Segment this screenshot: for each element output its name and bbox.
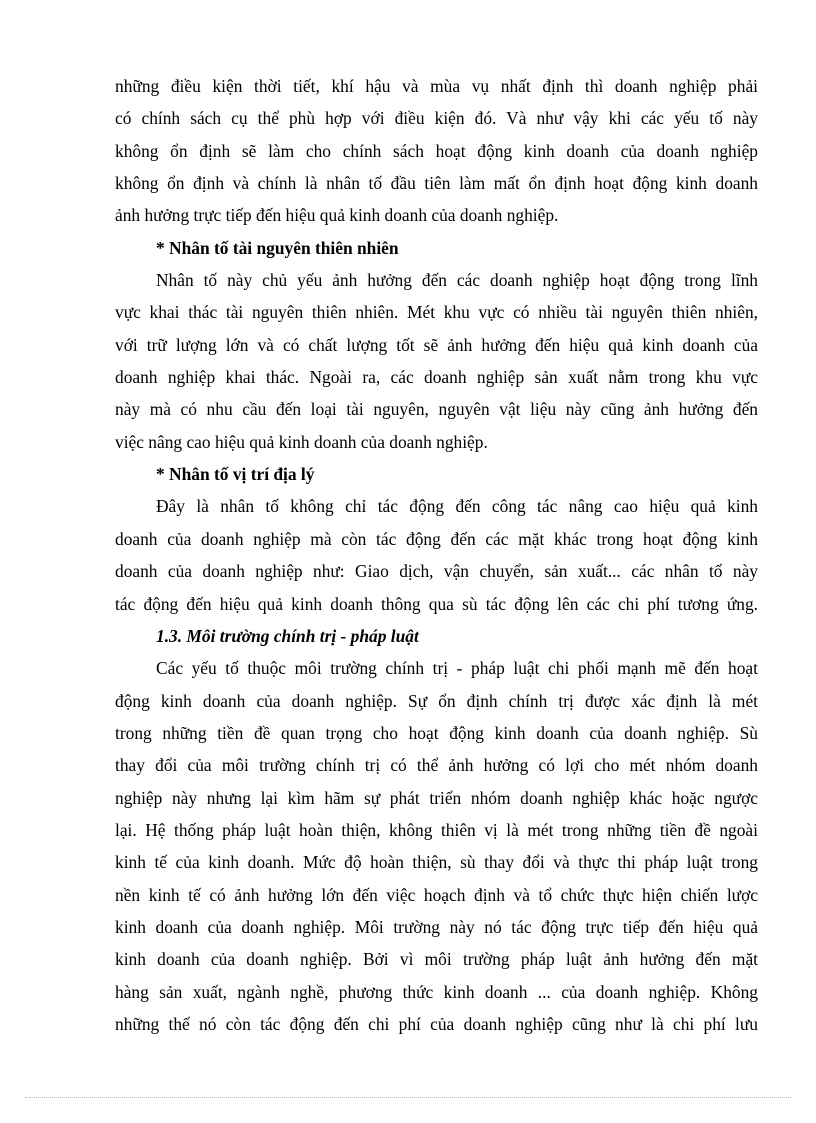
page-bottom-rule bbox=[25, 1097, 791, 1098]
text-line: trong những tiền đề quan trọng cho hoạt động kinh doanh của doanh nghiệp. Sù bbox=[115, 722, 758, 743]
text-line: ảnh hưởng trực tiếp đến hiệu quả kinh doanh của doanh nghiệp. bbox=[115, 205, 559, 226]
text-line: vực khai thác tài nguyên thiên nhiên. Mét khu vực có nhiều tài nguyên thiên nhiên, bbox=[115, 302, 758, 323]
paragraph-weather bbox=[115, 70, 758, 232]
text-line: Nhân tố này chủ yếu ảnh hưởng đến các doanh nghiệp hoạt động trong lĩnh bbox=[156, 270, 758, 291]
text-line: việc nâng cao hiệu quả kinh doanh của doanh nghiệp. bbox=[115, 431, 488, 452]
text-line: không ổn định và chính là nhân tố đầu tiên làm mất ổn định hoạt động kinh doanh bbox=[115, 173, 758, 194]
heading-geographic-location: * Nhân tố vị trí địa lý bbox=[156, 464, 315, 485]
text-line: kinh tế của kinh doanh. Mức độ hoàn thiện, sù thay đổi và thực thi pháp luật trong bbox=[115, 852, 758, 873]
paragraph-political-legal bbox=[115, 652, 758, 1040]
text-line: này mà có nhu cầu đến loại tài nguyên, nguyên vật liệu này cũng ảnh hưởng đến bbox=[115, 399, 758, 420]
paragraph-natural-resources bbox=[115, 264, 758, 458]
text-line: có chính sách cụ thể phù hợp với điều kiện đó. Và như vậy khi các yếu tố này bbox=[115, 108, 758, 129]
text-line: với trữ lượng lớn và có chất lượng tốt sẽ ảnh hưởng đến hiệu quả kinh doanh của bbox=[115, 334, 758, 355]
text-line: nghiệp này nhưng lại kìm hãm sự phát triển nhóm doanh nghiệp khác hoặc ngược bbox=[115, 787, 758, 808]
text-line: doanh nghiệp khai thác. Ngoài ra, các doanh nghiệp sản xuất nằm trong khu vực bbox=[115, 367, 758, 388]
text-line: tác động đến hiệu quả kinh doanh thông qua sù tác động lên các chi phí tương ứng. bbox=[115, 593, 758, 614]
text-line: kinh doanh của doanh nghiệp. Môi trường này nó tác động trực tiếp đến hiệu quả bbox=[115, 916, 758, 937]
heading-natural-resources: * Nhân tố tài nguyên thiên nhiên bbox=[156, 237, 399, 258]
text-line: không ổn định sẽ làm cho chính sách hoạt động kinh doanh của doanh nghiệp bbox=[115, 140, 758, 161]
text-line: những thế nó còn tác động đến chi phí của doanh nghiệp cũng như là chi phí lưu bbox=[115, 1013, 758, 1034]
text-line: Các yếu tố thuộc môi trường chính trị - pháp luật chi phối mạnh mẽ đến hoạt bbox=[156, 658, 758, 679]
text-line: doanh của doanh nghiệp như: Giao dịch, vận chuyển, sản xuất... các nhân tố này bbox=[115, 561, 758, 582]
document-body bbox=[115, 70, 758, 1040]
text-line: những điều kiện thời tiết, khí hậu và mùa vụ nhất định thì doanh nghiệp phải bbox=[115, 76, 758, 96]
text-line: doanh của doanh nghiệp mà còn tác động đến các mặt khác trong hoạt động kinh bbox=[115, 528, 758, 549]
section-heading-political-legal: 1.3. Môi trường chính trị - pháp luật bbox=[156, 625, 419, 646]
text-line: kinh doanh của doanh nghiệp. Bởi vì môi trường pháp luật ảnh hưởng đến mặt bbox=[115, 949, 758, 970]
text-line: lại. Hệ thống pháp luật hoàn thiện, không thiên vị là mét trong những tiền đề ngoài bbox=[115, 819, 758, 840]
text-line: thay đổi của môi trường chính trị có thể ảnh hưởng có lợi cho mét nhóm doanh bbox=[115, 755, 758, 776]
paragraph-geographic-location bbox=[115, 490, 758, 619]
text-line: Đây là nhân tố không chỉ tác động đến công tác nâng cao hiệu quả kinh bbox=[156, 496, 758, 517]
text-line: hàng sản xuất, ngành nghề, phương thức kinh doanh ... của doanh nghiệp. Không bbox=[115, 981, 758, 1002]
text-line: nền kinh tế có ảnh hưởng lớn đến việc hoạch định và tổ chức thực hiện chiến lược bbox=[115, 884, 758, 905]
text-line: động kinh doanh của doanh nghiệp. Sự ổn định chính trị được xác định là mét bbox=[115, 690, 758, 711]
